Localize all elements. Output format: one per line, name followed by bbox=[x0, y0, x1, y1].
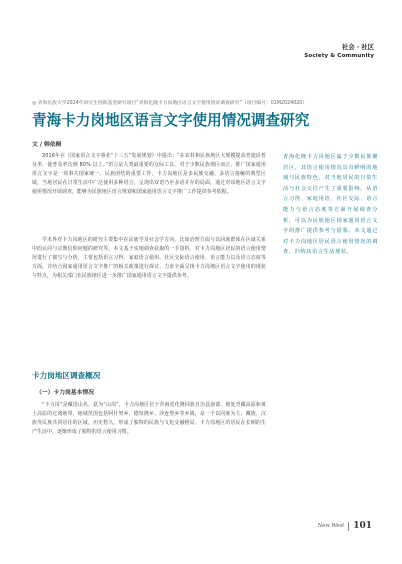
abstract-column bbox=[283, 152, 378, 258]
main-text-column bbox=[32, 152, 266, 478]
section-label-en: Society & Community bbox=[304, 53, 374, 59]
body-paragraph: “卡力岗”是藏语山名，意为“山岗”，卡力岗地区位于青海省化隆回族自治县南部，地处青藏高原和黄土高原的过渡地带，地域范围包括阿什努乡、德恒隆乡、沙连堡乡等乡镇，是一个以回族为主、藏族、汉族等民族共同居住的区域，历史悠久，形成了独特的民族与文化交融格局。卡力岗地区的居民在长期的生产生活中，逐渐形成了独特的语言使用习惯。 bbox=[32, 402, 266, 435]
magazine-name: New West bbox=[317, 523, 345, 529]
article-title: 青海卡力岗地区语言文字使用情况调查研究 bbox=[32, 112, 310, 129]
subsection-heading: （一）卡力岗基本情况 bbox=[36, 390, 94, 396]
page-number: 101 bbox=[353, 521, 372, 531]
section-tag bbox=[304, 43, 374, 61]
section-label-cn: 社会 · 社区 bbox=[342, 44, 374, 51]
section-heading: 卡力岗地区调查概况 bbox=[32, 371, 101, 380]
page-footer bbox=[318, 521, 372, 531]
footer-divider bbox=[348, 522, 349, 531]
abstract-text: 青海化隆卡力岗地区属于少数民族聚居区，其语言使用情况具有鲜明的地域与民族特色，对当地居民的日常生活与社会交往产生了重要影响。从语言习得、家庭用语、社区交际、语言能力与语言态度等方面开展调查分析，可以为民族地区国家通用语言文字的推广提供参考与借鉴。本文通过对卡力岗地区居民语言使用情况的调查，归纳其语言生活现状。 bbox=[283, 154, 378, 256]
body-paragraph: 2016年在《国家语言文字事业“十三五”发展规划》中提出：“在农村和民族地区大规模提高普通话普及率，使普及率达到 80% 以上。”语言是人类最重要的交际工具，对于少数民族地区而言，推广国家通用语言文字是一项事关国家统一、民族团结的重要工作。卡力岗地区是多民族交融、多语言接触的典型区域，当地居民在日常生活中广泛使用多种语言，呈现出双语乃至多语并存的局面。通过对该地区语言文字使用情况开展调查，能够为民族地区语言规划和国家通用语言文字推广工作提供参考依据。 bbox=[32, 153, 266, 195]
body-paragraph: 学术界对卡力岗地区的研究主要集中在民族学及社会学方向，比如治理方面与以回族群体在区域关系中的认同与宗教信仰问题的研究等。本文基于实地调查获取的一手资料，对卡力岗地区居民的语言使用情况进行了描写与分析，主要包括语言习得、家庭语言使用、社区交际语言使用、语言能力以及语言态度等方面，并结合国家通用语言文字推广的相关政策进行探讨，力求全面呈现卡力岗地区语言文字使用的现状与特点，为相关部门在民族地区进一步推广国家通用语言文字提供参考。 bbox=[32, 237, 266, 279]
funding-note: ◎ 青海民族大学2024年研究生创新基金研究项目“青海化隆卡力岗地区语言文字使用情况调查研究”（项目编号：01M2024020） bbox=[32, 101, 308, 106]
author-byline: 文 / 韩依桐 bbox=[32, 142, 62, 148]
